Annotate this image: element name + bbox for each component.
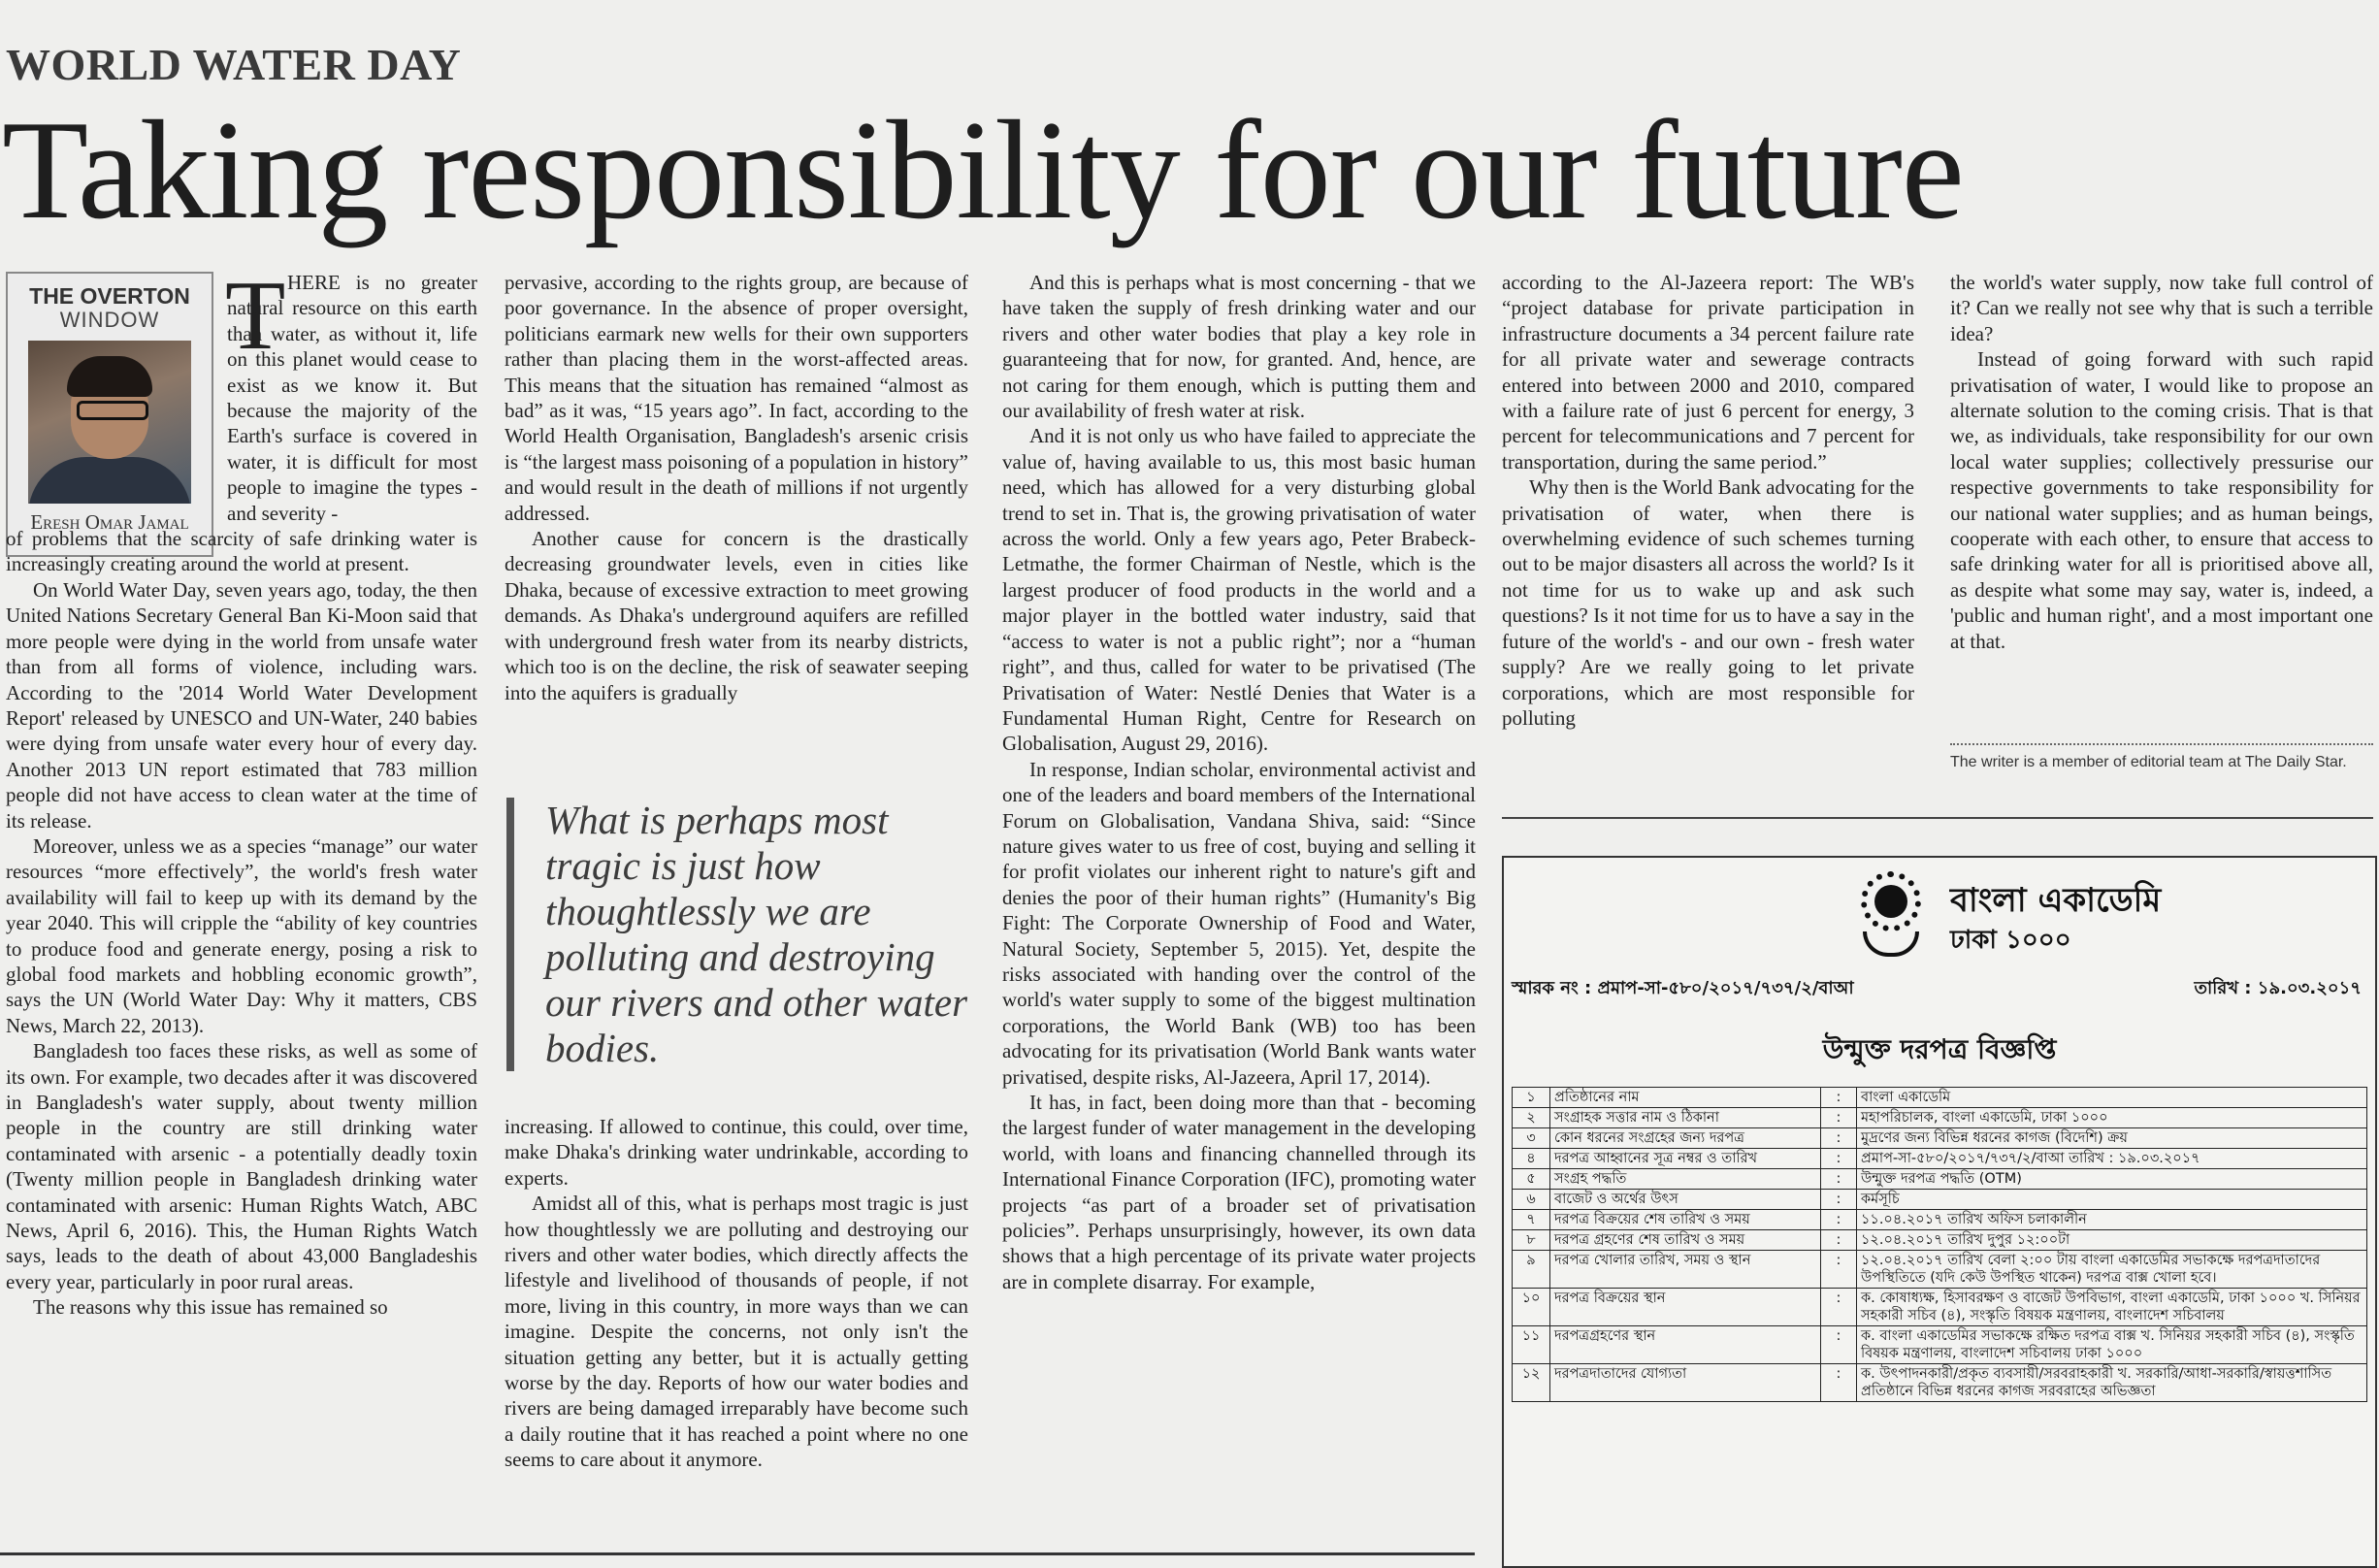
row-value: মুদ্রণের জন্য বিভিন্ন ধরনের কাগজ (বিদেশি) ক্রয় [1857,1128,2367,1149]
row-field: দরপত্র বিক্রয়ের স্থান [1550,1289,1821,1326]
row-value: ক. বাংলা একাডেমির সভাকক্ষে রক্ষিত দরপত্র বাক্স খ. সিনিয়র সহকারী সচিব (৪), সংস্কৃতি বিষয়ক মন্ত্রণালয়, বাংলাদেশ সচিবালয় ঢাকা ১০০০ [1857,1326,2367,1364]
paragraph: HERE is no greater natural resource on this earth than water, as without it, life on this planet would cease to exist as we know it. But because the majority of the Earth's surface is covered in water, it is difficult for most people to imagine the types - and severity - [227,271,477,525]
table-row [1513,1326,2367,1364]
row-separator: : [1821,1289,1857,1326]
row-separator: : [1821,1108,1857,1128]
article-column-2-continued [505,1114,968,1473]
row-separator: : [1821,1326,1857,1364]
table-row [1513,1364,2367,1402]
row-number: ৮ [1513,1230,1550,1251]
row-separator: : [1821,1210,1857,1230]
article-column-2 [505,270,968,705]
row-field: দরপত্র খোলার তারিখ, সময় ও স্থান [1550,1251,1821,1289]
notice-date: তারিখ : ১৯.০৩.২০১৭ [2194,978,2362,998]
paragraph: Another cause for concern is the drastically decreasing groundwater levels, even in cities like Dhaka, because of excessive extraction to meet growing demands. As Dhaka's underground aquifers are refilled with underground fresh water from its nearby districts, which too is on the decline, the risk of seawater seeping into the aquifers is gradually [505,527,968,704]
paragraph: Moreover, unless we as a species “manage” our water resources “more effectively”, the world's fresh water availability will fail to keep up with its demand by the year 2040. This will cripple the “ability of key countries to produce food and generate energy, posing a risk to global food markets and hobbling economic growth”, says the UN (World Water Day: Why it matters, CBS News, March 22, 2013). [6,833,477,1037]
pull-quote [505,798,968,1071]
row-separator: : [1821,1128,1857,1149]
row-value: কর্মসূচি [1857,1190,2367,1210]
row-value: প্রমাপ-সা-৫৮০/২০১৭/৭৩৭/২/বাআ তারিখ : ১৯.০৩.২০১৭ [1857,1149,2367,1169]
row-number: ১২ [1513,1364,1550,1402]
article-column-5 [1950,270,2373,654]
table-row [1513,1149,2367,1169]
paragraph: of problems that the scarcity of safe drinking water is increasingly creating around the world at present. [6,527,477,576]
table-row [1513,1088,2367,1108]
pull-quote-bar [506,798,514,1071]
bangla-academy-seal-icon [1857,867,1929,961]
divider [0,1552,1475,1555]
row-separator: : [1821,1364,1857,1402]
row-field: দরপত্রগ্রহণের স্থান [1550,1326,1821,1364]
paragraph: Bangladesh too faces these risks, as well as some of its own. For example, two decades after it was discovered in Bangladesh's water supply, about twenty million people in the country are still drinking water contaminated with arsenic - a potentially deadly toxin (Twenty million people in Bangladesh drinking water contaminated with arsenic: Human Rights Watch, ABC News, April 6, 2016). This, the Human Rights Watch says, leads to the death of about 43,000 Bangladeshis every year, particularly in poor rural areas. [6,1039,477,1293]
row-field: দরপত্র আহ্বানের সূত্র নম্বর ও তারিখ [1550,1149,1821,1169]
paragraph: The reasons why this issue has remained so [33,1295,388,1320]
row-value: বাংলা একাডেমি [1857,1088,2367,1108]
row-field: দরপত্র বিক্রয়ের শেষ তারিখ ও সময় [1550,1210,1821,1230]
paragraph: the world's water supply, now take full control of it? Can we really not see why that is such a terrible idea? [1950,271,2373,345]
paragraph: Why then is the World Bank advocating for the privatisation of water, when there is overwhelming evidence of such schemes turning out to be major disasters all across the world? Is it not time for us to wake up and ask such questions? Is it not time for us to have a say in the future of the world's - and our own - fresh water supply? Are we really going to let private corporations, which are most responsible for polluting [1502,475,1914,730]
row-separator: : [1821,1251,1857,1289]
article-column-4 [1502,270,1914,731]
row-separator: : [1821,1169,1857,1190]
row-field: সংগ্রহ পদ্ধতি [1550,1169,1821,1190]
row-separator: : [1821,1088,1857,1108]
row-number: ৫ [1513,1169,1550,1190]
pull-quote-text: What is perhaps most tragic is just how thoughtlessly we are polluting and destroying our rivers and other water bodies. [545,798,968,1070]
row-separator: : [1821,1190,1857,1210]
table-row [1513,1210,2367,1230]
author-footnote: The writer is a member of editorial team at The Daily Star. [1950,743,2373,771]
tender-notice [1502,856,2377,1568]
divider [1502,817,2373,819]
notice-table [1512,1087,2367,1402]
row-value: ১১.০৪.২০১৭ তারিখ অফিস চলাকালীন [1857,1210,2367,1230]
row-field: কোন ধরনের সংগ্রহের জন্য দরপত্র [1550,1128,1821,1149]
column-title-line1: THE OVERTON [29,283,190,309]
row-number: ৭ [1513,1210,1550,1230]
table-row [1513,1289,2367,1326]
row-field: সংগ্রাহক সত্তার নাম ও ঠিকানা [1550,1108,1821,1128]
paragraph: Amidst all of this, what is perhaps most tragic is just how thoughtlessly we are polluting and destroying our rivers and other water bodies, which directly affects the lifestyle and livelihood of thousands of people, if not more, living in this country, in more ways than we can imagine. Despite the concerns, not only isn't the situation getting any better, but it is actually getting worse by the day. Reports of how our water bodies and rivers are being damaged irreparably have become such a daily routine that it has reached a point where no one seems to care about it anymore. [505,1192,968,1472]
paragraph: increasing. If allowed to continue, this could, over time, make Dhaka's drinking water undrinkable, according to experts. [505,1115,968,1190]
row-field: প্রতিষ্ঠানের নাম [1550,1088,1821,1108]
row-number: ১ [1513,1088,1550,1108]
notice-city: ঢাকা ১০০০ [1950,926,2071,955]
paragraph: Instead of going forward with such rapid privatisation of water, I would like to propose an alternate solution to the coming crisis. That is that we, as individuals, take responsibility for our own local water supplies; collectively pressurise our respective governments to take responsibility for our national water supplies; and as human beings, cooperate with each other, to ensure that access to safe drinking water for all is prioritised above all, as despite what some may say, water is, indeed, a 'public and human right', and a most important one at that. [1950,347,2373,653]
row-number: ৬ [1513,1190,1550,1210]
row-separator: : [1821,1230,1857,1251]
row-field: দরপত্রদাতাদের যোগ্যতা [1550,1364,1821,1402]
row-value: ১২.০৪.২০১৭ তারিখ দুপুর ১২:০০টা [1857,1230,2367,1251]
table-row [1513,1251,2367,1289]
paragraph: It has, in fact, been doing more than that - becoming the largest funder of water management in the developing world, with loans and financing channelled through its International Finance Corporation (IFC), promoting water projects “as part of a broader set of privatisation policies”. Perhaps unsurprisingly, however, its own data shows that a high percentage of its private water projects are in complete disarray. For example, [1002,1091,1476,1293]
column-title-line2: WINDOW [59,308,160,332]
article-column-1 [6,261,477,1321]
headline: Taking responsibility for our future [2,91,1964,248]
paragraph: On World Water Day, seven years ago, today, the then United Nations Secretary General Ban Ki-Moon said that more people were dying in the world from unsafe water than from all forms of violence, including wars. According to the '2014 World Water Development Report' released by UNESCO and UN-Water, 240 babies were dying from unsafe water every hour of every day. Another 2013 UN report estimated that 783 million people did not have access to clean water at the time of its release. [6,577,477,833]
notice-title: উন্মুক্ত দরপত্র বিজ্ঞপ্তি [1822,1033,2057,1065]
row-value: ক. কোষাধ্যক্ষ, হিসাবরক্ষণ ও বাজেট উপবিভাগ, বাংলা একাডেমি, ঢাকা ১০০০ খ. সিনিয়র সহকারী সচিব (৪), সংস্কৃতি বিষয়ক মন্ত্রণালয়, বাংলাদেশ সচিবালয় [1857,1289,2367,1326]
notice-org: বাংলা একাডেমি [1950,881,2162,920]
paragraph: pervasive, according to the rights group, are because of poor governance. In the absence of proper oversight, politicians earmark new wells for their own supporters rather than placing them in the worst-affected areas. This means that the situation has remained “almost as bad” as it was, “15 years ago”. In fact, according to the World Health Organisation, Bangladesh's arsenic crisis is “the largest mass poisoning of a population in history” and would result in the death of millions if not urgently addressed. [505,271,968,525]
table-row [1513,1169,2367,1190]
article-column-3 [1002,270,1476,1294]
table-row [1513,1190,2367,1210]
row-number: ১১ [1513,1326,1550,1364]
row-number: ৩ [1513,1128,1550,1149]
table-row [1513,1230,2367,1251]
paragraph: In response, Indian scholar, environmental activist and one of the leaders and board members of the International Forum on Globalisation, Vandana Shiva, said: “Since nature gives water to us free of cost, buying and selling it for profit violates our inherent right to nature's gift and denies the poor of their human rights” (Humanity's Big Fight: The Corporate Ownership of Food and Water, Natural Society, September 5, 2015). Yet, despite the risks associated with handing over the control of the world's water supply to some of the biggest multination corporations, the World Bank (WB) too has been advocating for its privatisation (World Bank wants water privatised, despite risks, Al-Jazeera, April 17, 2014). [1002,757,1476,1089]
row-value: উন্মুক্ত দরপত্র পদ্ধতি (OTM) [1857,1169,2367,1190]
row-value: ক. উৎপাদনকারী/প্রকৃত ব্যবসায়ী/সরবরাহকারী খ. সরকারি/আধা-সরকারি/স্বায়ত্তশাসিত প্রতিষ্ঠানে বিভিন্ন ধরনের কাগজ সরবরাহের অভিজ্ঞতা [1857,1364,2367,1402]
row-number: ১০ [1513,1289,1550,1326]
section-kicker: WORLD WATER DAY [6,40,462,89]
row-number: ৯ [1513,1251,1550,1289]
notice-memo-number: স্মারক নং : প্রমাপ-সা-৫৮০/২০১৭/৭৩৭/২/বাআ [1512,978,1854,998]
row-value: মহাপরিচালক, বাংলা একাডেমি, ঢাকা ১০০০ [1857,1108,2367,1128]
row-field: দরপত্র গ্রহণের শেষ তারিখ ও সময় [1550,1230,1821,1251]
table-row [1513,1108,2367,1128]
row-value: ১২.০৪.২০১৭ তারিখ বেলা ২:০০ টায় বাংলা একাডেমির সভাকক্ষে দরপত্রদাতাদের উপস্থিতিতে (যদি কেউ উপস্থিত থাকেন) দরপত্র বাক্স খোলা হবে। [1857,1251,2367,1289]
drop-cap: T [225,261,286,371]
author-name: Eresh Omar Jamal [30,510,189,534]
paragraph: according to the Al-Jazeera report: The WB's “project database for private participation in infrastructure documents a 34 percent failure rate for all private water and sewerage contracts entered into between 2000 and 2010, compared with a failure rate of just 6 percent for energy, 3 percent for telecommunications and 7 percent for transportation, during the same period.” [1502,271,1914,474]
paragraph: And it is not only us who have failed to appreciate the value of, having available to us, this most basic human need, which has allowed for a very disturbing global trend to set in. That is, the growing privatisation of water across the world. Only a few years ago, Peter Brabeck-Letmathe, the former Chairman of Nestle, which is the largest producer of food products in the world and a major player in the bottled water industry, said that “access to water is not a public right”; nor a “human right”, and thus, called for water to be privatised (The Privatisation of Water: Nestlé Denies that Water is a Fundamental Human Right, Centre for Research on Globalisation, August 29, 2016). [1002,424,1476,756]
row-field: বাজেট ও অর্থের উৎস [1550,1190,1821,1210]
row-number: ২ [1513,1108,1550,1128]
row-separator: : [1821,1149,1857,1169]
table-row [1513,1128,2367,1149]
row-number: ৪ [1513,1149,1550,1169]
paragraph: And this is perhaps what is most concerning - that we have taken the supply of fresh drinking water and our rivers and other water bodies that play a key role in guaranteeing that for now, for granted. And, hence, are not caring for them enough, which is putting them and our availability of fresh water at risk. [1002,271,1476,423]
